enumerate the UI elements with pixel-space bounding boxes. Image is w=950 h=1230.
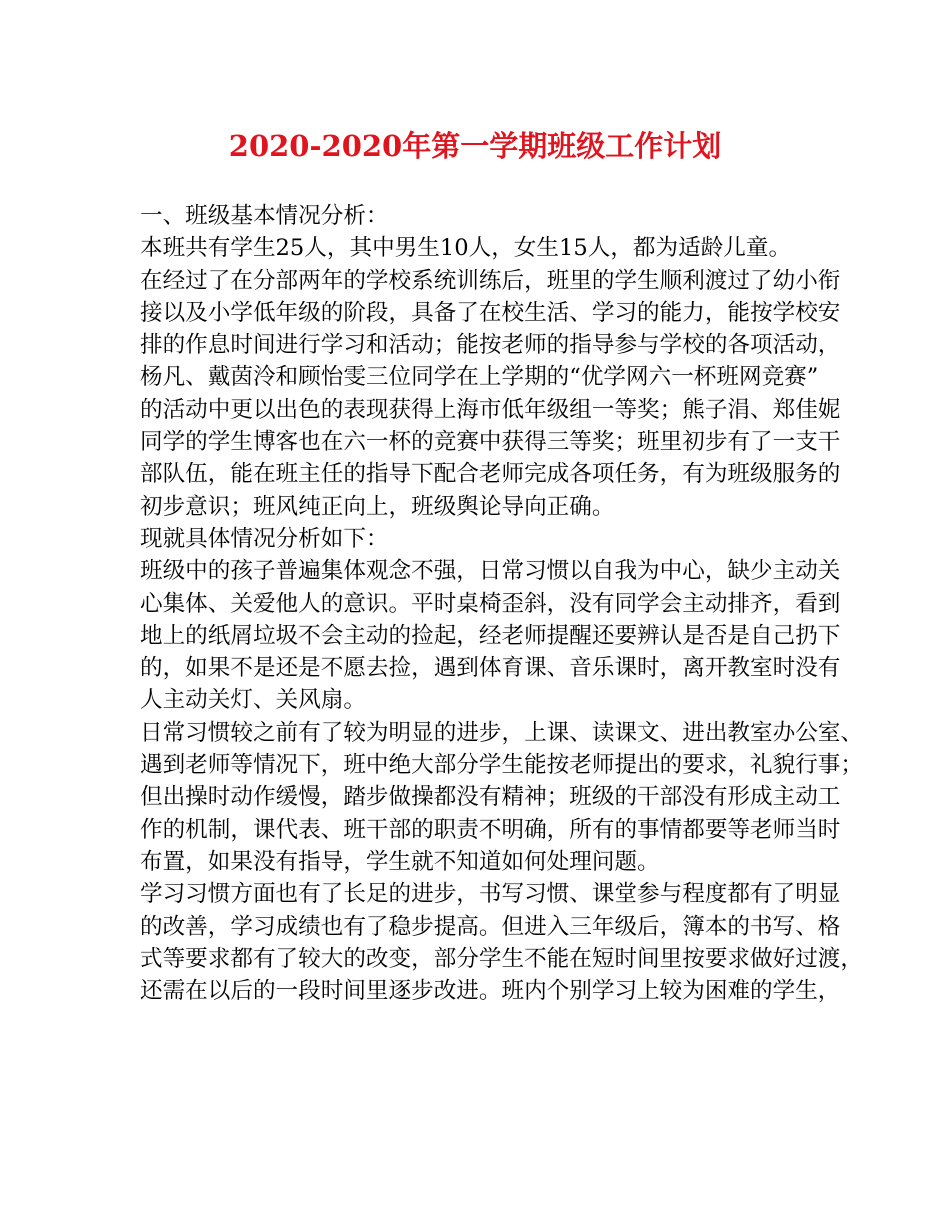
paragraph-line: 杨凡、戴茵泠和顾怡雯三位同学在上学期的“优学网六一杯班网竞赛” [140, 364, 819, 391]
paragraph-line: 的改善，学习成绩也有了稳步提高。但进入三年级后，簿本的书写、格 [140, 913, 841, 940]
paragraph-line: 学习习惯方面也有了长足的进步，书写习惯、课堂参与程度都有了明显 [140, 881, 841, 908]
paragraph-line: 的活动中更以出色的表现获得上海市低年级组一等奖；熊子涓、郑佳妮 [140, 396, 841, 423]
paragraph-line: 同学的学生博客也在六一杯的竞赛中获得三等奖；班里初步有了一支干 [140, 429, 841, 456]
paragraph-line: 排的作息时间进行学习和活动；能按老师的指导参与学校的各项活动， [140, 332, 841, 359]
paragraph-line: 本班共有学生25人，其中男生10人，女生15人，都为适龄儿童。 [140, 235, 792, 262]
document-body [140, 200, 863, 1007]
paragraph-line: 遇到老师等情况下，班中绝大部分学生能按老师提出的要求，礼貌行事； [140, 752, 863, 779]
paragraph-line: 现就具体情况分析如下： [140, 525, 389, 552]
paragraph-line: 还需在以后的一段时间里逐步改进。班内个别学习上较为困难的学生， [140, 978, 841, 1005]
paragraph-line: 一、班级基本情况分析： [140, 203, 389, 229]
paragraph-line: 式等要求都有了较大的改变，部分学生不能在短时间里按要求做好过渡， [140, 945, 863, 972]
paragraph-line: 接以及小学低年级的阶段，具备了在校生活、学习的能力，能按学校安 [140, 299, 841, 326]
paragraph-line: 的，如果不是还是不愿去捡，遇到体育课、音乐课时，离开教室时没有 [140, 655, 841, 682]
paragraph-line: 初步意识；班风纯正向上，班级舆论导向正确。 [140, 493, 615, 520]
paragraph-line: 部队伍，能在班主任的指导下配合老师完成各项任务，有为班级服务的 [140, 461, 841, 488]
paragraph-line: 布置，如果没有指导，学生就不知道如何处理问题。 [140, 848, 660, 875]
paragraph-line: 日常习惯较之前有了较为明显的进步，上课、读课文、进出教室办公室、 [140, 719, 863, 746]
paragraph-line: 心集体、关爱他人的意识。平时桌椅歪斜，没有同学会主动排齐，看到 [140, 590, 841, 617]
paragraph-line: 人主动关灯、关风扇。 [140, 687, 366, 714]
paragraph-line: 在经过了在分部两年的学校系统训练后，班里的学生顺利渡过了幼小衔 [140, 267, 841, 294]
paragraph-line: 作的机制，课代表、班干部的职责不明确，所有的事情都要等老师当时 [140, 816, 841, 843]
paragraph-line: 但出操时动作缓慢，踏步做操都没有精神；班级的干部没有形成主动工 [140, 784, 841, 811]
paragraph-line: 地上的纸屑垃圾不会主动的捡起，经老师提醒还要辨认是否是自己扔下 [140, 622, 841, 649]
document-title: 2020-2020年第一学期班级工作计划 [228, 129, 722, 163]
paragraph-line: 班级中的孩子普遍集体观念不强，日常习惯以自我为中心，缺少主动关 [140, 558, 841, 585]
